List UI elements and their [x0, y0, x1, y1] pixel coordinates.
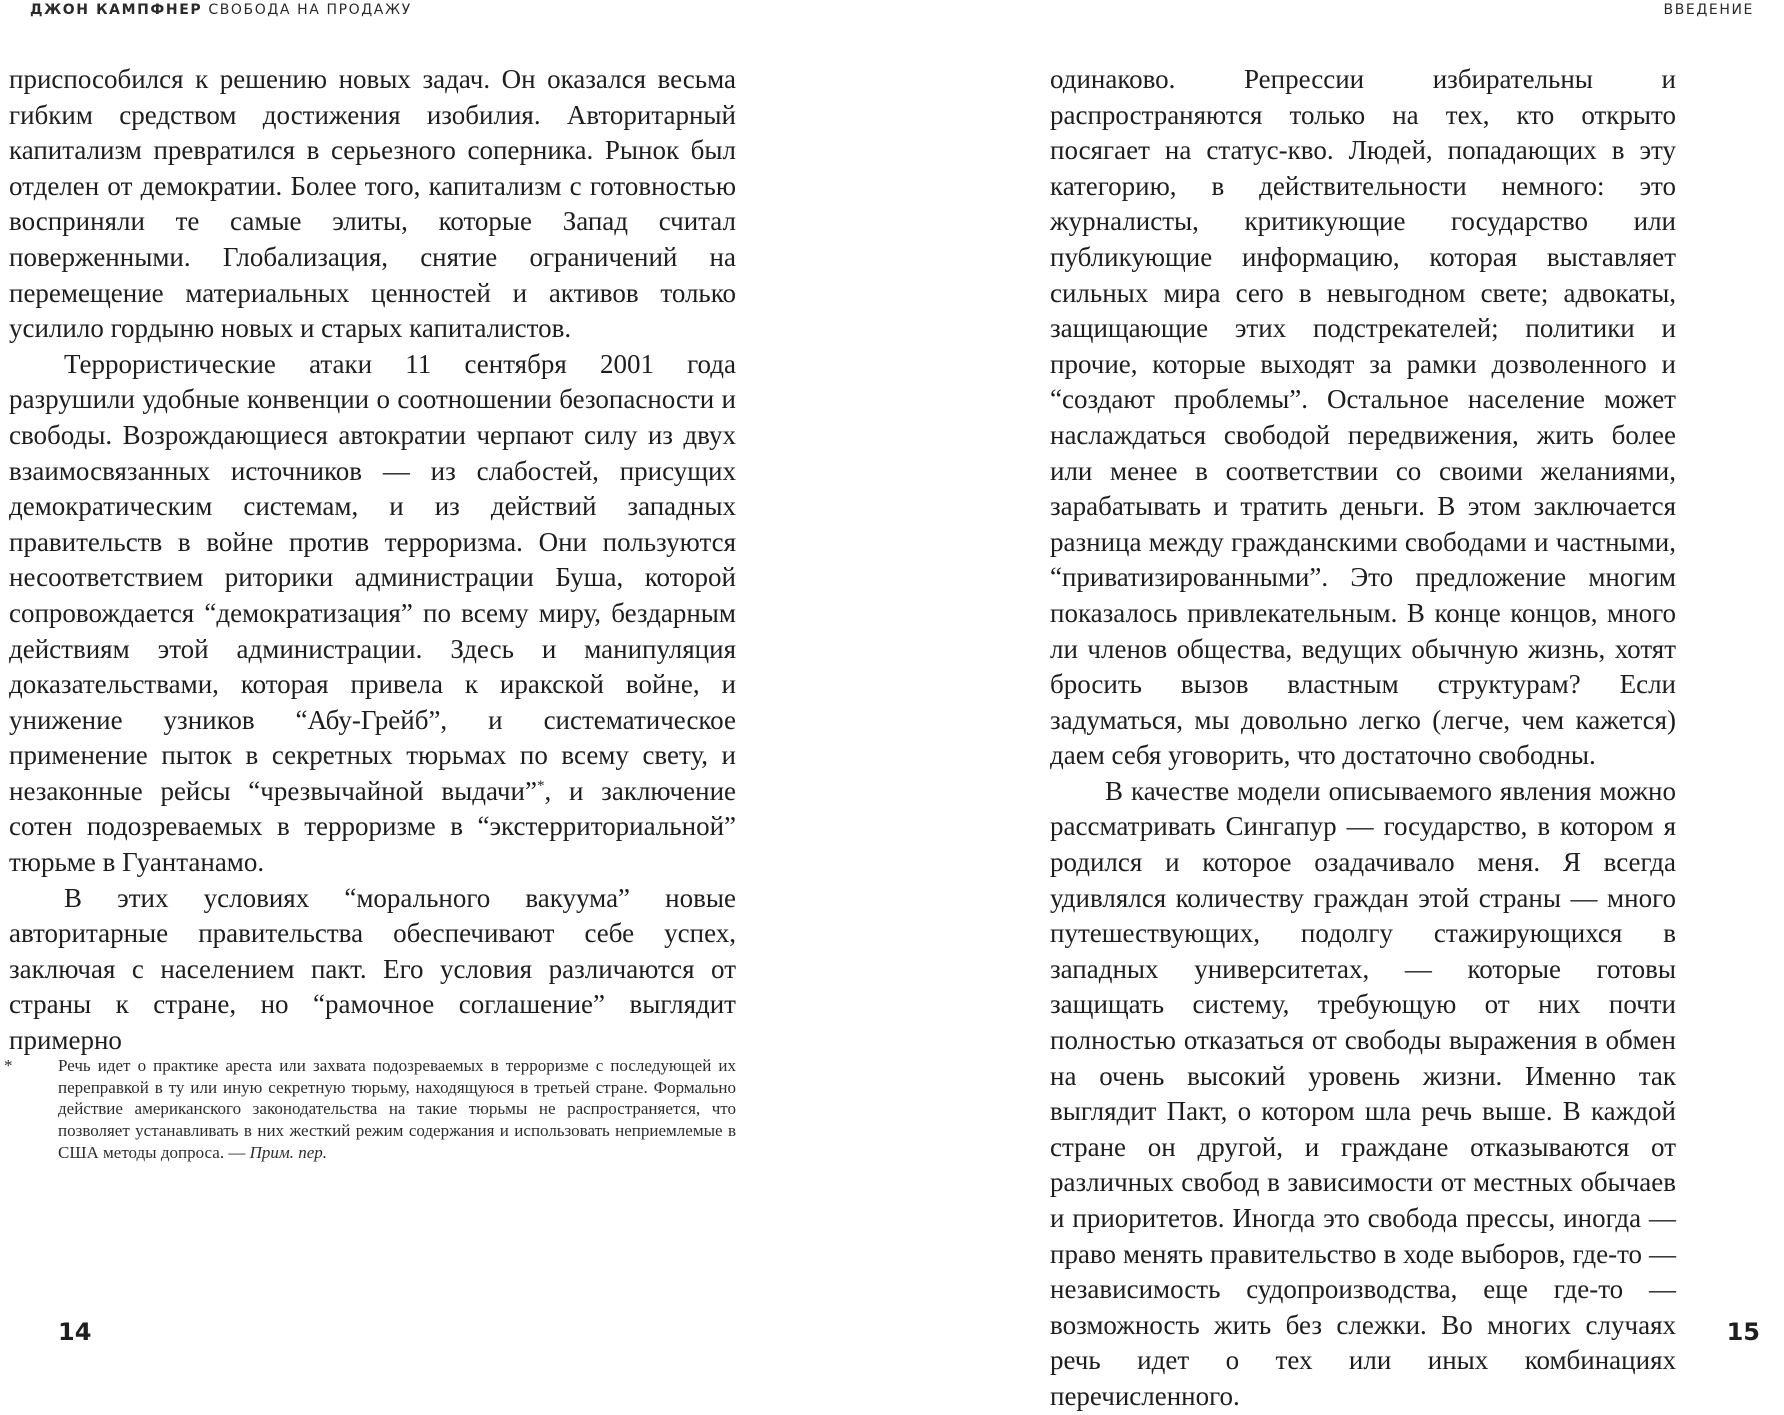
footnote [4, 1055, 736, 1164]
paragraph: В этих условиях “морального вакуума” новые авторитарные правительства обеспечивают себе успех, заключая с населением пакт. Его условия различаются от страны к стране, но “рамочное соглашение” выглядит примерно [9, 882, 736, 1056]
translator-note-tag: Прим. пер. [249, 1142, 327, 1162]
right-page [892, 0, 1784, 1411]
running-head-author: ДЖОН КАМПФНЕР [30, 2, 203, 18]
paragraph-text-continued: , и заключение сотен подозреваемых в терроризме в “экстерриториальной” тюрьме в Гуантанамо. [9, 775, 737, 878]
footnote-reference-mark: * [536, 777, 545, 794]
right-running-head: ВВЕДЕНИЕ [1663, 2, 1754, 18]
paragraph: приспособился к решению новых задач. Он оказался весьма гибким средством достижения изобилия. Авторитарный капитализм превратился в серьезного соперника. Рынок был отделен от демократии. Более того, капитализм с готовностью восприняли те самые элиты, которые Запад считал поверженными. Глобализация, снятие ограничений на перемещение материальных ценностей и активов только усилило гордыню новых и старых капиталистов. [9, 64, 736, 344]
running-head-book-title: СВОБОДА НА ПРОДАЖУ [208, 2, 412, 18]
right-body-text [1050, 62, 1676, 1415]
left-page [0, 0, 892, 1352]
page-number-left: 14 [58, 1318, 92, 1346]
paragraph: одинаково. Репрессии избирательны и распространяются только на тех, кто открыто посягает на статус-кво. Людей, попадающих в эту категорию, в действительности немного: это журналисты, критикующие государство или публикующие информацию, которая выставляет сильных мира сего в невыгодном свете; адвокаты, защищающие этих подстрекателей; политики и прочие, которые выходят за рамки дозволенного и “создают проблемы”. Остальное население может наслаждаться свободой передвижения, жить более или менее в соответствии со своими желаниями, зарабатывать и тратить деньги. В этом заключается разница между гражданскими свободами и частными, “приватизированными”. Это предложение многим показалось привлекательным. В конце концов, много ли членов общества, ведущих обычную жизнь, хотят бросить вызов властным структурам? Если задуматься, мы довольно легко (легче, чем кажется) даем себя уговорить, что достаточно свободны. [1050, 64, 1676, 771]
page-number-right: 15 [1726, 1318, 1760, 1346]
left-body-text [9, 62, 736, 1059]
paragraph [9, 347, 736, 881]
footnote-text: Речь идет о практике ареста или захвата подозреваемых в терроризме с последующей их переправкой в ту или иную секретную тюрьму, находящуюся в третьей стране. Формально действие американского законодательства на такие тюрьмы не распространяется, что позволяет устанавливать в них жесткий режим содержания и использовать неприемлемые в США методы допроса. — [58, 1056, 736, 1162]
paragraph-text: Террористические атаки 11 сентября 2001 года разрушили удобные конвенции о соотношении безопасности и свободы. Возрождающиеся автократии черпают силу из двух взаимосвязанных источников — из слабостей, присущих демократическим системам, и из действий западных правительств в войне против терроризма. Они пользуются несоответствием риторики администрации Буша, которой сопровождается “демократизация” по всему миру, бездарным действиям этой администрации. Здесь и манипуляция доказательствами, которая привела к иракской войне, и унижение узников “Абу-Грейб”, и систематическое применение пыток в секретных тюрьмах по всему свету, и незаконные рейсы “чрезвычайной выдачи” [9, 348, 736, 806]
paragraph: В качестве модели описываемого явления можно рассматривать Сингапур — государство, в котором я родился и которое озадачивало меня. Я всегда удивлялся количеству граждан этой страны — много путешествующих, подолгу стажирующихся в западных университетах, — которые готовы защищать систему, требующую от них почти полностью отказаться от свободы выражения в обмен на очень высокий уровень жизни. Именно так выглядит Пакт, о котором шла речь выше. В каждой стране он другой, и граждане отказываются от различных свобод в зависимости от местных обычаев и приоритетов. Иногда это свобода прессы, иногда — право менять правительство в ходе выборов, где-то — независимость судопроизводства, еще где-то — возможность жить без слежки. Во многих случаях речь идет о тех или иных комбинациях перечисленного. [1050, 775, 1676, 1411]
footnote-marker: * [4, 1056, 13, 1075]
left-running-head [30, 2, 412, 18]
